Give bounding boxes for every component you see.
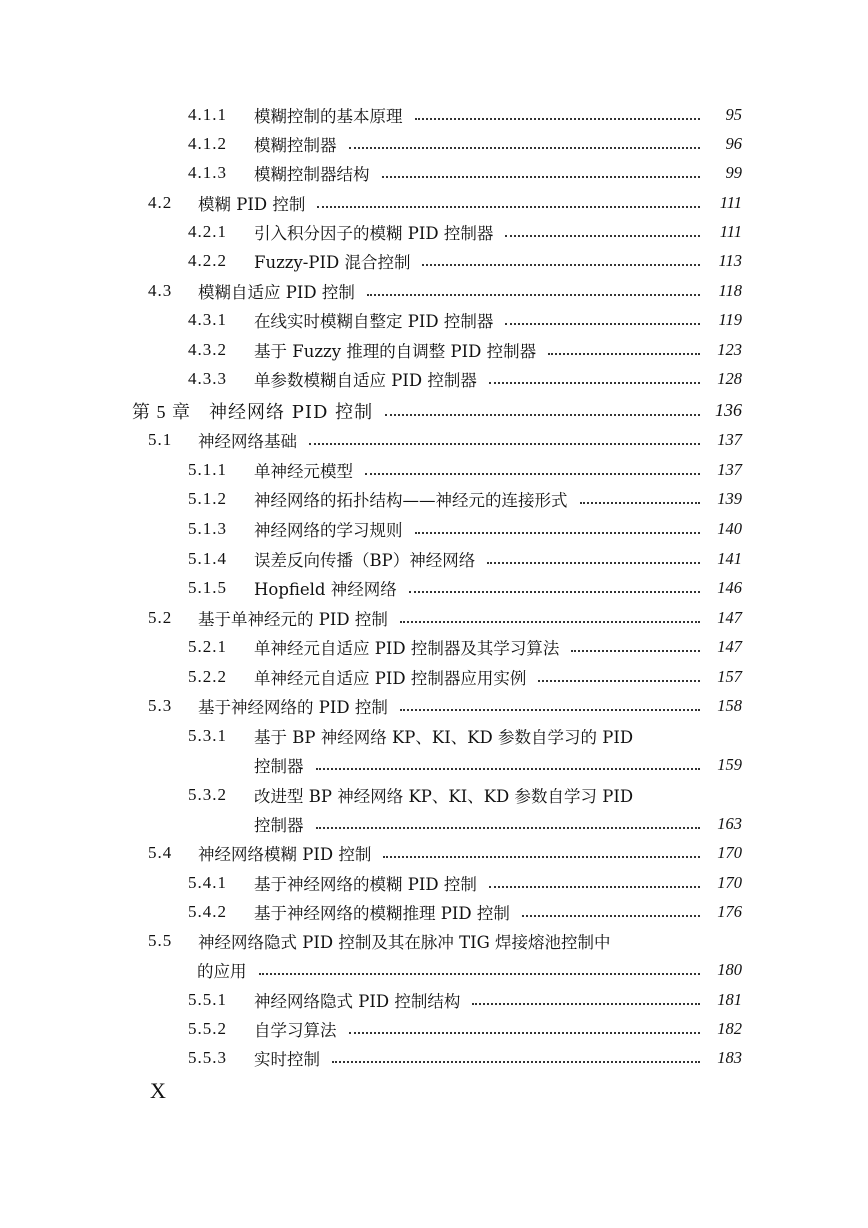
section-number: 5.2.2 (188, 666, 227, 686)
section-title: 模糊控制的基本原理 (254, 106, 403, 126)
toc-entry (188, 217, 742, 246)
section-title: 在线实时模糊自整定 PID 控制器 (254, 311, 494, 331)
leader-dots (349, 147, 701, 149)
page-number: 118 (718, 280, 742, 300)
section-title: 基于神经网络的 PID 控制 (198, 697, 388, 717)
page-number: 139 (717, 488, 742, 508)
toc-entry (188, 544, 742, 573)
section-number: 4.2.2 (188, 250, 227, 270)
section-title: 模糊 PID 控制 (198, 194, 306, 214)
toc-entry (188, 662, 742, 691)
toc-entry (188, 721, 742, 750)
page-number: 96 (725, 133, 742, 153)
toc-entry (148, 276, 742, 305)
page-number: 182 (717, 1018, 742, 1038)
section-title: 自学习算法 (254, 1020, 337, 1040)
toc-entry (148, 603, 742, 632)
toc-entry (188, 129, 742, 158)
page-number: 111 (719, 221, 742, 241)
toc-entry (188, 158, 742, 187)
section-number: 4.2.1 (188, 221, 227, 241)
section-number: 4.2 (148, 192, 173, 212)
leader-dots (400, 621, 700, 623)
toc-entry-continuation (197, 955, 742, 984)
page-number: 128 (717, 368, 742, 388)
leader-dots (489, 886, 700, 888)
page-number: 181 (717, 989, 742, 1009)
toc-entry (188, 1043, 742, 1072)
section-number: 5.5.2 (188, 1018, 227, 1038)
page-number: 141 (717, 548, 742, 568)
section-title-continuation: 控制器 (254, 815, 304, 835)
section-number: 4.3.1 (188, 309, 227, 329)
toc-entry (188, 985, 742, 1014)
toc-entry (188, 246, 742, 275)
toc-entry (188, 100, 742, 129)
leader-dots (332, 1061, 700, 1063)
page-footer-roman-numeral: X (150, 1078, 166, 1103)
section-number: 5.4.2 (188, 901, 227, 921)
section-title: 单参数模糊自适应 PID 控制器 (254, 370, 477, 390)
section-title: 神经网络的拓扑结构——神经元的连接形式 (254, 490, 568, 510)
section-title: 模糊控制器结构 (254, 164, 370, 184)
section-title: 神经网络模糊 PID 控制 (198, 844, 372, 864)
toc-entry (148, 838, 742, 867)
chapter-number: 第 5 章 (132, 401, 191, 422)
section-number: 5.3 (148, 695, 173, 715)
page-number: 111 (719, 192, 742, 212)
section-title: 单神经元自适应 PID 控制器应用实例 (254, 668, 527, 688)
section-title: 神经网络隐式 PID 控制结构 (254, 991, 461, 1011)
page-number: 95 (725, 104, 742, 124)
page-number: 180 (717, 959, 742, 979)
leader-dots (317, 206, 700, 208)
leader-dots (365, 473, 700, 475)
page-number: 183 (717, 1047, 742, 1067)
page-number: 170 (717, 842, 742, 862)
toc-entry (148, 188, 742, 217)
section-number: 5.3.1 (188, 725, 227, 745)
leader-dots (316, 827, 701, 829)
section-number: 5.1.3 (188, 518, 227, 538)
section-number: 5.3.2 (188, 784, 227, 804)
page-number: 137 (717, 429, 742, 449)
page-number: 159 (717, 754, 742, 774)
section-number: 4.1.3 (188, 162, 227, 182)
leader-dots (415, 532, 701, 534)
toc-entry (188, 573, 742, 602)
section-title: 单神经元模型 (254, 461, 353, 481)
page-number: 147 (717, 636, 742, 656)
section-title: 模糊自适应 PID 控制 (198, 282, 355, 302)
section-title: 基于神经网络的模糊 PID 控制 (254, 874, 477, 894)
page-number: 158 (717, 695, 742, 715)
page-number: 119 (718, 309, 742, 329)
leader-dots (487, 562, 700, 564)
toc-entry (188, 484, 742, 513)
section-number: 5.1.4 (188, 548, 227, 568)
section-title: 实时控制 (254, 1049, 320, 1069)
leader-dots (316, 768, 701, 770)
section-title-continuation: 控制器 (254, 756, 304, 776)
page-number: 163 (717, 813, 742, 833)
page-number: 146 (717, 577, 742, 597)
section-number: 4.1.2 (188, 133, 227, 153)
leader-dots (422, 264, 700, 266)
page-number: 157 (717, 666, 742, 686)
page-number: 99 (725, 162, 742, 182)
leader-dots (259, 973, 701, 975)
leader-dots (349, 1032, 701, 1034)
leader-dots (409, 591, 700, 593)
toc-entry (148, 926, 742, 955)
leader-dots (548, 353, 700, 355)
toc-entry (188, 455, 742, 484)
toc-entry (188, 305, 742, 334)
leader-dots (472, 1003, 700, 1005)
section-number: 5.1.1 (188, 459, 227, 479)
leader-dots (489, 382, 700, 384)
section-number: 4.3 (148, 280, 173, 300)
leader-dots (385, 414, 700, 416)
toc-entry (188, 364, 742, 393)
toc-entry (188, 632, 742, 661)
section-title-continuation: 的应用 (197, 961, 247, 981)
section-title: 基于 BP 神经网络 KP、KI、KD 参数自学习的 PID (254, 727, 634, 747)
section-title: 单神经元自适应 PID 控制器及其学习算法 (254, 638, 560, 658)
toc-entry (148, 691, 742, 720)
chapter-title: 神经网络 PID 控制 (209, 401, 374, 423)
section-number: 5.4 (148, 842, 173, 862)
section-title: 基于神经网络的模糊推理 PID 控制 (254, 903, 510, 923)
section-number: 4.1.1 (188, 104, 227, 124)
section-number: 5.5.3 (188, 1047, 227, 1067)
section-title: 基于 Fuzzy 推理的自调整 PID 控制器 (254, 341, 537, 361)
page-number: 113 (718, 250, 742, 270)
toc-entry (188, 897, 742, 926)
toc-chapter-entry (132, 396, 742, 425)
section-number: 5.1.5 (188, 577, 227, 597)
section-title: 神经网络的学习规则 (254, 520, 403, 540)
section-title: 误差反向传播（BP）神经网络 (254, 550, 476, 570)
leader-dots (309, 443, 700, 445)
section-number: 5.2 (148, 607, 173, 627)
leader-dots (382, 176, 701, 178)
section-title: 基于单神经元的 PID 控制 (198, 609, 388, 629)
section-number: 5.5 (148, 930, 173, 950)
section-number: 5.2.1 (188, 636, 227, 656)
toc-entry-continuation (254, 809, 742, 838)
leader-dots (580, 502, 701, 504)
toc-entry (188, 514, 742, 543)
section-title: 改进型 BP 神经网络 KP、KI、KD 参数自学习 PID (254, 786, 634, 806)
section-number: 5.5.1 (188, 989, 227, 1009)
page-number: 147 (717, 607, 742, 627)
section-number: 4.3.2 (188, 339, 227, 359)
section-title: 神经网络隐式 PID 控制及其在脉冲 TIG 焊接熔池控制中 (198, 932, 611, 952)
toc-entry-continuation (254, 750, 742, 779)
leader-dots (538, 680, 700, 682)
section-number: 5.1.2 (188, 488, 227, 508)
leader-dots (505, 323, 700, 325)
page-number: 140 (717, 518, 742, 538)
toc-entry (188, 1014, 742, 1043)
toc-entry (188, 780, 742, 809)
section-number: 4.3.3 (188, 368, 227, 388)
toc-entry (148, 425, 742, 454)
section-title: 模糊控制器 (254, 135, 337, 155)
section-title: Fuzzy-PID 混合控制 (254, 252, 411, 272)
toc-entry (188, 335, 742, 364)
section-title: Hopfield 神经网络 (254, 579, 397, 599)
section-title: 引入积分因子的模糊 PID 控制器 (254, 223, 494, 243)
leader-dots (400, 709, 700, 711)
leader-dots (367, 294, 700, 296)
page-number: 170 (717, 872, 742, 892)
page-number: 123 (717, 339, 742, 359)
leader-dots (571, 650, 700, 652)
toc-entry (188, 868, 742, 897)
leader-dots (522, 915, 700, 917)
page-number: 136 (715, 400, 742, 420)
section-number: 5.1 (148, 429, 173, 449)
section-number: 5.4.1 (188, 872, 227, 892)
page-number: 137 (717, 459, 742, 479)
page-number: 176 (717, 901, 742, 921)
leader-dots (505, 235, 700, 237)
leader-dots (383, 856, 700, 858)
section-title: 神经网络基础 (198, 431, 297, 451)
leader-dots (415, 118, 701, 120)
